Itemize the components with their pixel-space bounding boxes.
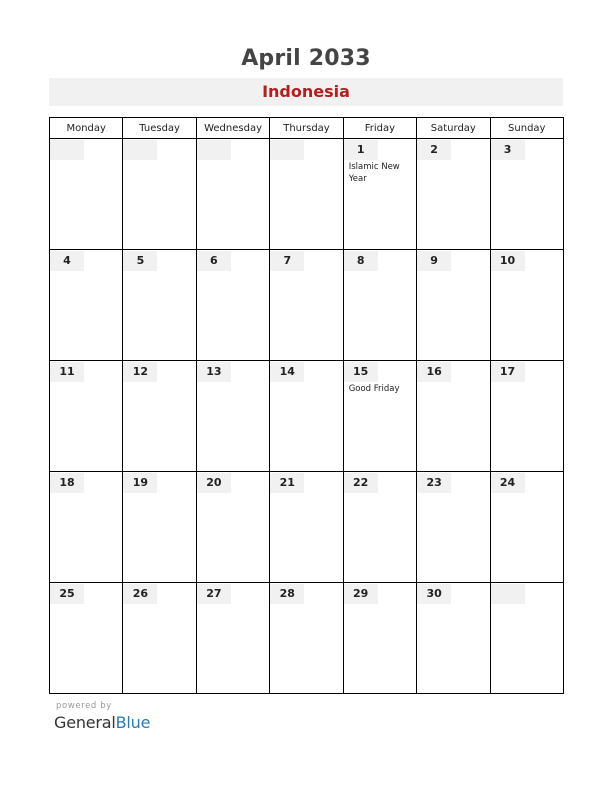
day-cell [417, 472, 490, 583]
country-banner [49, 78, 563, 106]
day-number: 27 [197, 584, 231, 604]
day-cell [196, 361, 269, 472]
day-number: 12 [123, 362, 157, 382]
day-cell [270, 139, 343, 250]
day-number: 1 [344, 140, 378, 160]
day-number: 14 [270, 362, 304, 382]
week-row-4 [50, 472, 564, 583]
holiday-label: Islamic New Year [348, 162, 400, 184]
day-cell [123, 472, 196, 583]
day-cell [270, 472, 343, 583]
day-cell [490, 583, 563, 694]
day-cell [417, 139, 490, 250]
day-number: 4 [50, 251, 84, 271]
day-number: 23 [417, 473, 451, 493]
day-number: 15 [344, 362, 378, 382]
day-number [123, 140, 157, 160]
day-number [491, 584, 525, 604]
calendar-grid [49, 117, 564, 694]
day-cell [417, 361, 490, 472]
day-number: 17 [491, 362, 525, 382]
week-row-2 [50, 250, 564, 361]
logo-general-text: General [54, 713, 116, 732]
day-number: 24 [491, 473, 525, 493]
day-cell [417, 583, 490, 694]
weekday-header-row [50, 118, 564, 139]
day-cell [490, 472, 563, 583]
day-number: 19 [123, 473, 157, 493]
day-number: 5 [123, 251, 157, 271]
weekday-sunday: Sunday [490, 118, 563, 139]
day-cell [270, 250, 343, 361]
day-number: 6 [197, 251, 231, 271]
day-cell [196, 583, 269, 694]
weekday-friday: Friday [343, 118, 416, 139]
day-number: 29 [344, 584, 378, 604]
day-number: 10 [491, 251, 525, 271]
day-cell [123, 583, 196, 694]
day-cell [343, 361, 416, 472]
day-number: 28 [270, 584, 304, 604]
weekday-wednesday: Wednesday [196, 118, 269, 139]
day-cell [50, 139, 123, 250]
day-cell [490, 250, 563, 361]
week-row-3 [50, 361, 564, 472]
day-cell [50, 583, 123, 694]
day-number [270, 140, 304, 160]
day-cell [196, 250, 269, 361]
generalblue-logo[interactable] [54, 713, 150, 732]
day-cell [270, 361, 343, 472]
weekday-monday: Monday [50, 118, 123, 139]
day-number: 22 [344, 473, 378, 493]
country-name: Indonesia [262, 82, 350, 101]
day-cell [417, 250, 490, 361]
day-cell [270, 583, 343, 694]
day-cell [123, 361, 196, 472]
day-number: 20 [197, 473, 231, 493]
calendar-title: April 2033 [241, 46, 371, 71]
day-number: 2 [417, 140, 451, 160]
day-cell [490, 139, 563, 250]
week-row-5 [50, 583, 564, 694]
holiday-label: Good Friday [348, 384, 400, 394]
day-number: 30 [417, 584, 451, 604]
day-cell [50, 250, 123, 361]
day-cell [50, 472, 123, 583]
day-number: 16 [417, 362, 451, 382]
day-cell [343, 472, 416, 583]
day-number: 13 [197, 362, 231, 382]
day-number [50, 140, 84, 160]
weekday-tuesday: Tuesday [123, 118, 196, 139]
day-number: 26 [123, 584, 157, 604]
day-cell [343, 583, 416, 694]
weekday-saturday: Saturday [417, 118, 490, 139]
day-cell [490, 361, 563, 472]
day-number: 25 [50, 584, 84, 604]
day-cell [123, 139, 196, 250]
day-number: 3 [491, 140, 525, 160]
day-number: 8 [344, 251, 378, 271]
day-number [197, 140, 231, 160]
day-number: 11 [50, 362, 84, 382]
week-row-1 [50, 139, 564, 250]
day-number: 7 [270, 251, 304, 271]
day-number: 9 [417, 251, 451, 271]
day-cell [196, 472, 269, 583]
day-cell [196, 139, 269, 250]
day-number: 21 [270, 473, 304, 493]
day-cell [123, 250, 196, 361]
day-cell [50, 361, 123, 472]
day-cell [343, 250, 416, 361]
powered-by-text: powered by [56, 701, 112, 711]
day-number: 18 [50, 473, 84, 493]
logo-blue-text: Blue [115, 713, 151, 732]
day-cell [343, 139, 416, 250]
weekday-thursday: Thursday [270, 118, 343, 139]
